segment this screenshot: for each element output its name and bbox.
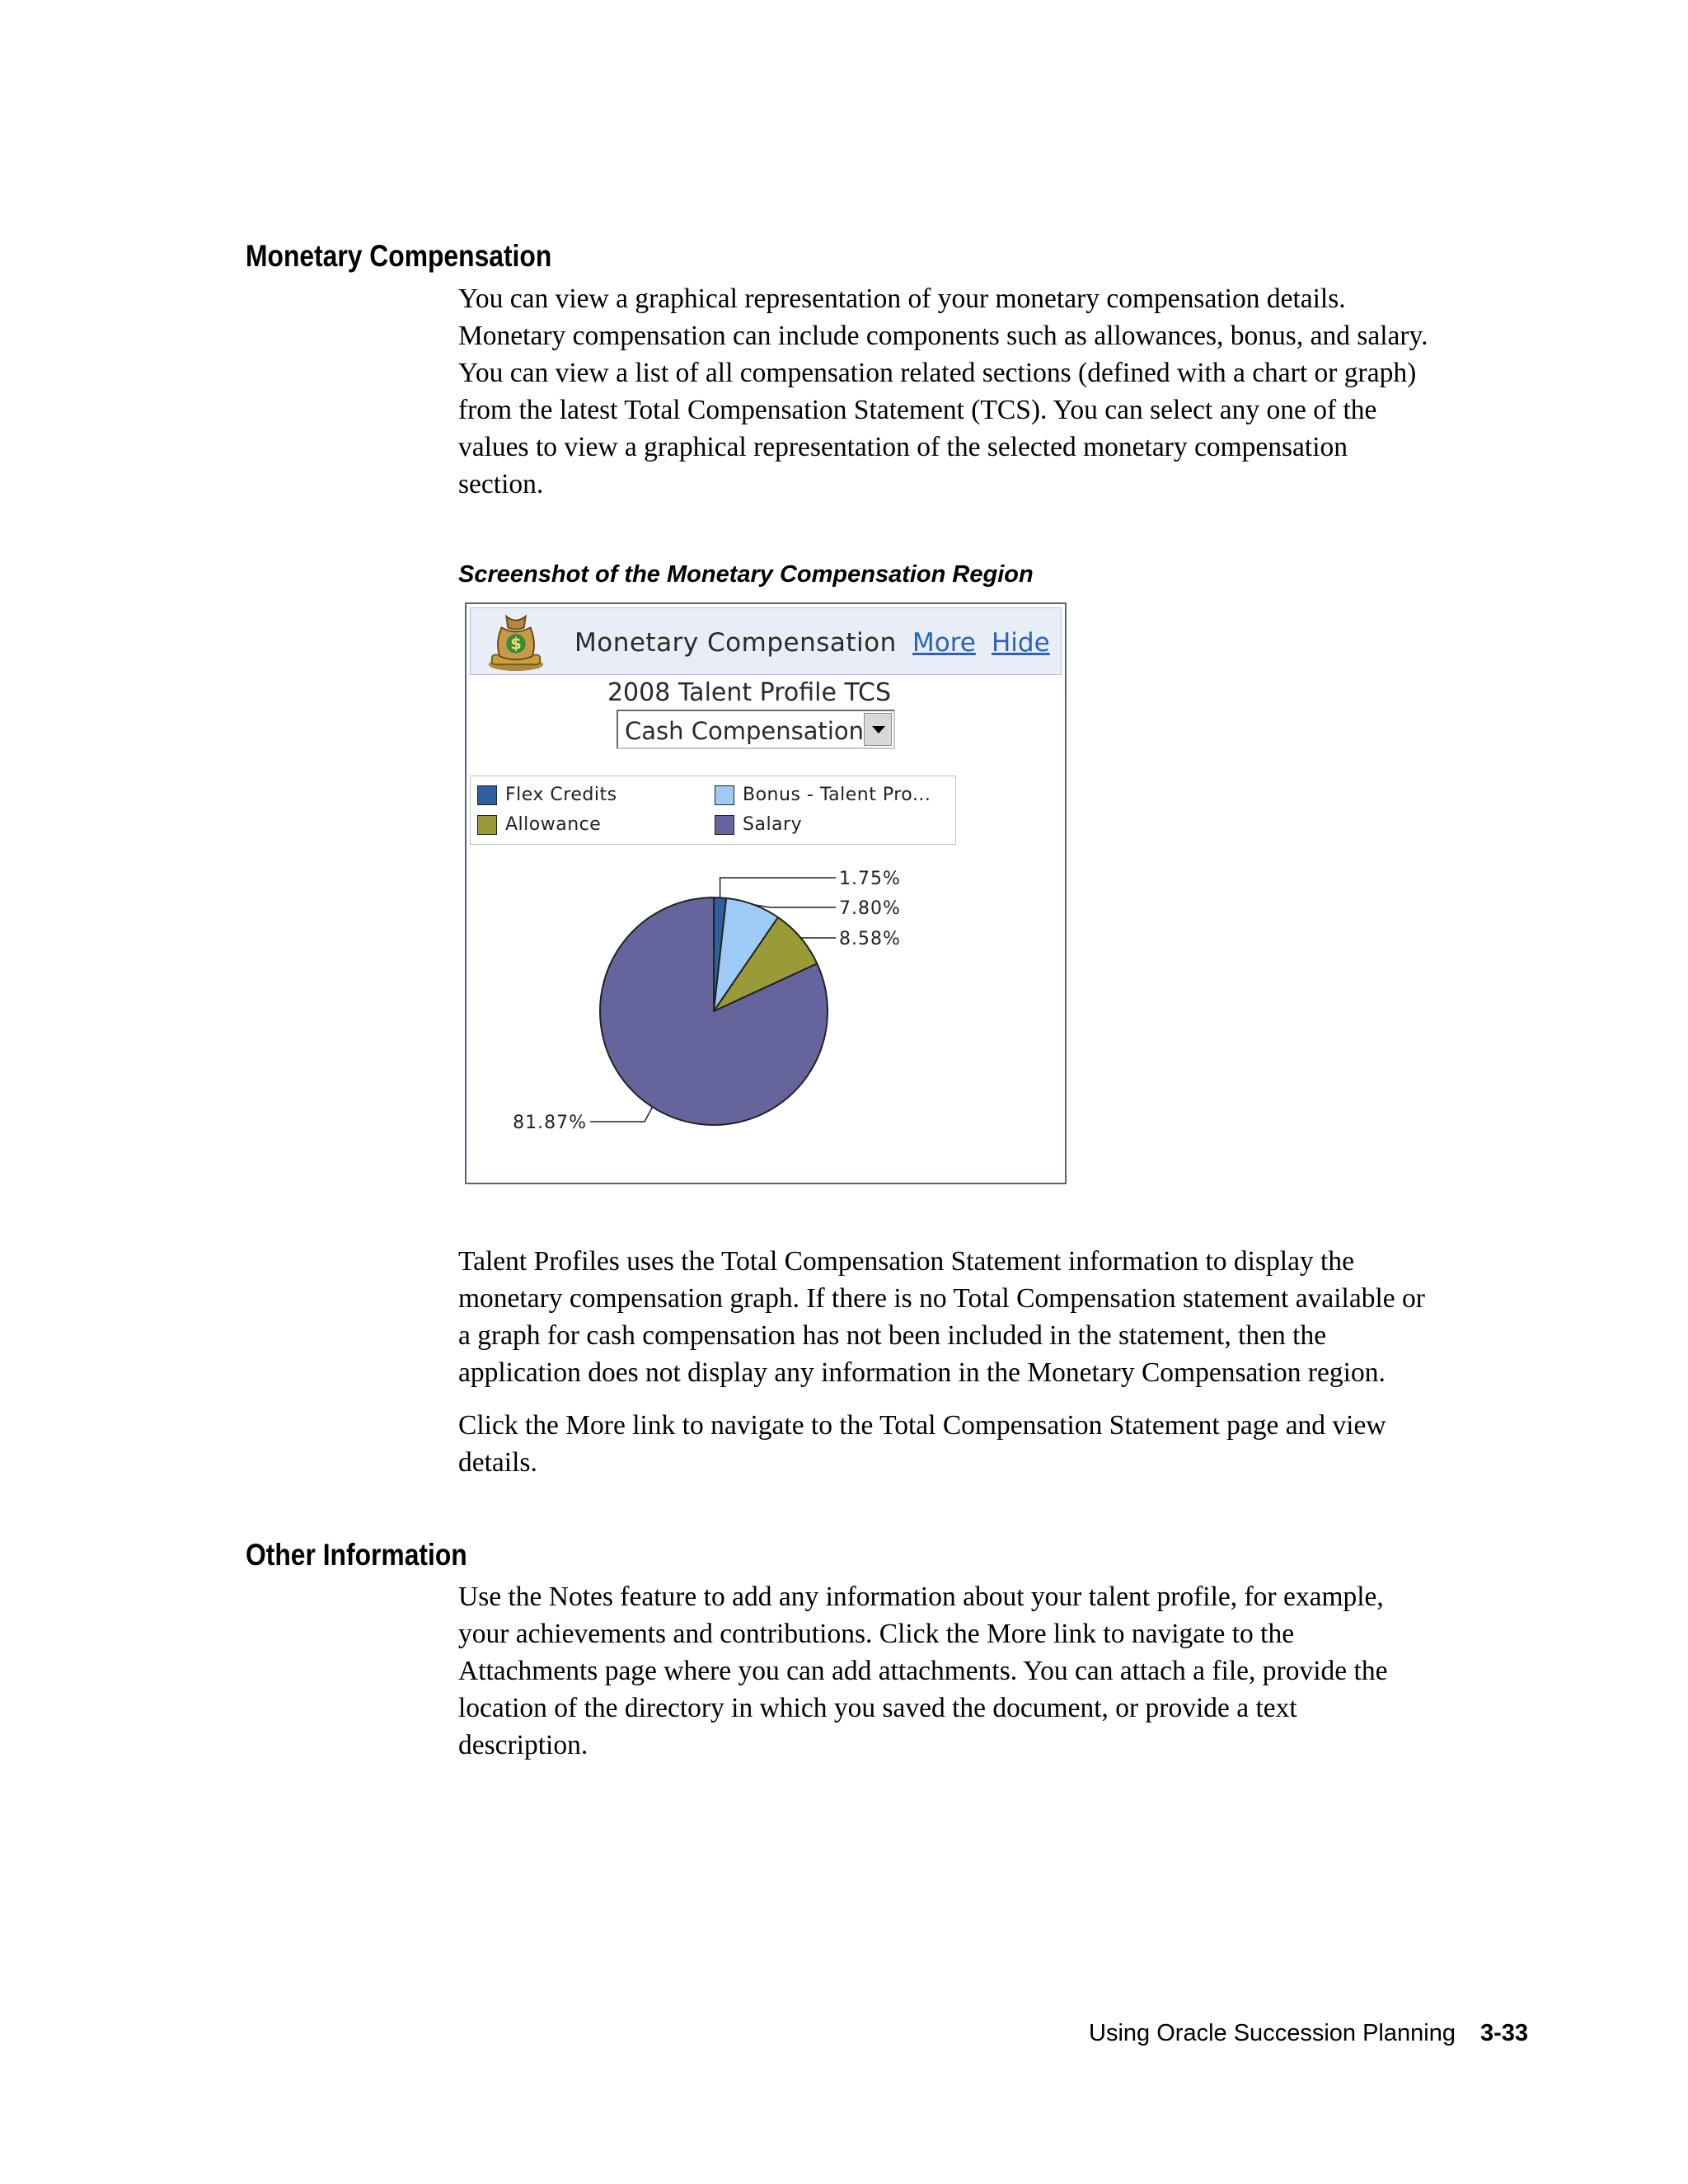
section-heading-other-information: Other Information [246, 1538, 467, 1572]
more-link-paragraph [458, 1407, 1530, 1481]
legend-label: Flex Credits [505, 785, 617, 805]
leader-line [753, 905, 836, 907]
text-line: from the latest Total Compensation Statement (TCS). You can select any one of the [458, 395, 1377, 425]
figure-caption: Screenshot of the Monetary Compensation Region [458, 561, 1034, 588]
leader-line [720, 878, 836, 898]
other-info-paragraph [458, 1578, 1530, 1764]
text-line: Attachments page where you can add attachments. You can attach a file, provide the [458, 1656, 1388, 1686]
text-line: Use the Notes feature to add any information about your talent profile, for example, [458, 1582, 1384, 1612]
footer-title: Using Oracle Succession Planning [1089, 2020, 1456, 2046]
region-title: Monetary Compensation [574, 628, 897, 658]
text-line: a graph for cash compensation has not been included in the statement, then the [458, 1320, 1327, 1351]
select-value: Cash Compensation [625, 717, 865, 745]
section-heading-monetary-compensation: Monetary Compensation [246, 239, 552, 273]
legend-label: Salary [743, 814, 803, 835]
page-number: 3-33 [1479, 2020, 1528, 2046]
text-line: You can view a graphical representation of your monetary compensation details. [458, 284, 1346, 314]
text-line: Click the More link to navigate to the Total Compensation Statement page and view [458, 1410, 1386, 1441]
page-footer [1089, 2020, 1528, 2047]
slice-label: 1.75% [839, 869, 901, 889]
slice-label: 8.58% [839, 929, 901, 949]
text-line: your achievements and contributions. Click the More link to navigate to the [458, 1619, 1295, 1649]
more-link[interactable]: More [912, 628, 976, 658]
slice-label: 81.87% [513, 1113, 587, 1133]
monetary-compensation-region [465, 602, 1067, 1184]
text-line: location of the directory in which you saved the document, or provide a text [458, 1693, 1297, 1723]
text-line: Monetary compensation can include components such as allowances, bonus, and salary. [458, 321, 1428, 351]
hide-link[interactable]: Hide [992, 628, 1050, 658]
pie-chart [467, 604, 1065, 1183]
text-line: values to view a graphical representation of the selected monetary compensation [458, 432, 1348, 462]
intro-paragraph [458, 280, 1530, 503]
text-line: Talent Profiles uses the Total Compensation Statement information to display the [458, 1246, 1354, 1277]
text-line: application does not display any information in the Monetary Compensation region. [458, 1357, 1386, 1388]
leader-line [590, 1107, 653, 1122]
legend-label: Allowance [505, 814, 602, 835]
text-line: details. [458, 1447, 537, 1478]
tcs-info-paragraph [458, 1243, 1530, 1391]
text-line: description. [458, 1730, 588, 1760]
text-line: You can view a list of all compensation related sections (defined with a chart or graph) [458, 358, 1417, 388]
svg-text:$: $ [510, 634, 522, 654]
text-line: monetary compensation graph. If there is no Total Compensation statement available or [458, 1283, 1425, 1314]
statement-title: 2008 Talent Profile TCS [607, 678, 892, 707]
legend-label: Bonus - Talent Pro... [743, 785, 931, 805]
text-line: section. [458, 469, 544, 499]
slice-label: 7.80% [839, 898, 901, 919]
